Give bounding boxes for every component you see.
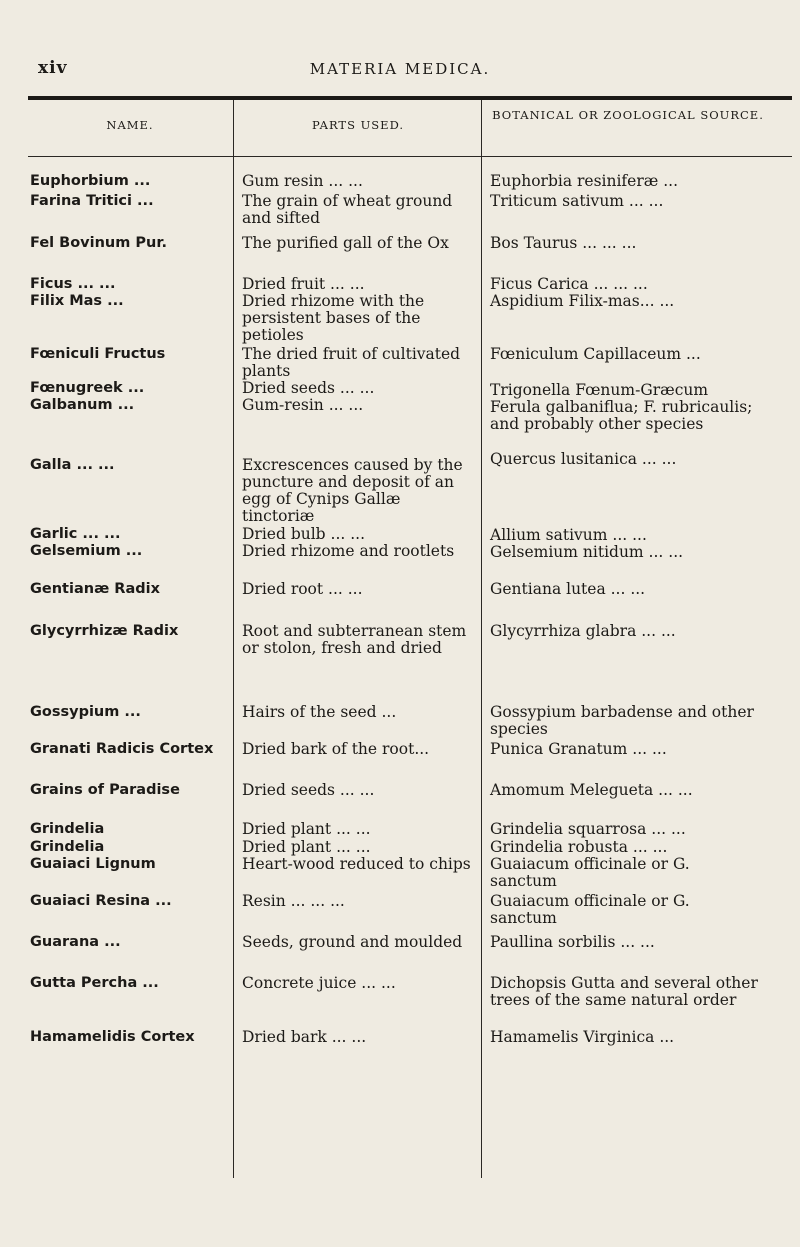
row-name: Guaiaci Lignum: [30, 856, 156, 872]
row-part: Seeds, ground and moulded: [242, 933, 463, 951]
row-name: Fœnugreek ...: [30, 380, 145, 396]
row-name: Galbanum ...: [30, 397, 135, 413]
row-source: Amomum Melegueta ... ...: [490, 781, 693, 799]
column-divider-1: [233, 100, 234, 1178]
row-name: Granati Radicis Cortex: [30, 741, 214, 757]
row-name: Ficus ... ...: [30, 276, 116, 292]
row-part: Gum-resin ... ...: [242, 396, 364, 414]
running-head: MATERIA MEDICA.: [309, 60, 491, 78]
row-name: Euphorbium ...: [30, 173, 151, 189]
row-part: Resin ... ... ...: [242, 892, 345, 910]
row-name: Glycyrrhizæ Radix: [30, 623, 179, 639]
row-source: Fœniculum Capillaceum ...: [490, 345, 701, 363]
row-source: Guaiacum officinale or G. sanctum: [490, 892, 690, 927]
row-part: Dried bark of the root...: [242, 740, 430, 758]
row-part: Dried seeds ... ...: [242, 379, 375, 397]
row-source: Punica Granatum ... ...: [490, 740, 667, 758]
row-part: Hairs of the seed ...: [242, 703, 397, 721]
row-name: Hamamelidis Cortex: [30, 1029, 195, 1045]
row-source: Gentiana lutea ... ...: [490, 580, 646, 598]
row-name: Gutta Percha ...: [30, 975, 159, 991]
row-part: Dried seeds ... ...: [242, 781, 375, 799]
row-name: Grains of Paradise: [30, 782, 180, 798]
row-part: The grain of wheat ground and sifted: [242, 192, 453, 227]
row-part: Dried bulb ... ...: [242, 525, 366, 543]
row-part: Dried rhizome with the persistent bases of the petioles: [242, 292, 425, 344]
row-source: Dichopsis Gutta and several other trees of the same natural order: [490, 974, 758, 1009]
row-source: Ferula galbaniflua; F. rubricaulis; and probably other species: [490, 398, 753, 433]
row-source: Quercus lusitanica ... ...: [490, 450, 677, 468]
column-header-parts: PARTS USED.: [311, 118, 405, 132]
row-name: Grindelia: [30, 821, 105, 837]
row-source: Grindelia robusta ... ...: [490, 838, 668, 856]
row-source: Paullina sorbilis ... ...: [490, 933, 655, 951]
row-source: Gossypium barbadense and other species: [490, 703, 754, 738]
row-name: Gentianæ Radix: [30, 581, 160, 597]
row-source: Grindelia squarrosa ... ...: [490, 820, 686, 838]
row-part: Dried bark ... ...: [242, 1028, 367, 1046]
row-part: Dried plant ... ...: [242, 820, 371, 838]
row-source: Hamamelis Virginica ...: [490, 1028, 675, 1046]
column-header-source: BOTANICAL OR ZOOLOGICAL SOURCE.: [492, 108, 764, 122]
row-name: Fœniculi Fructus: [30, 346, 166, 362]
column-divider-2: [481, 100, 482, 1178]
row-name: Guarana ...: [30, 934, 121, 950]
row-source: Ficus Carica ... ... ...: [490, 275, 648, 293]
row-part: Root and subterranean stem or stolon, fresh and dried: [242, 622, 467, 657]
row-part: Dried rhizome and rootlets: [242, 542, 455, 560]
row-source: Gelsemium nitidum ... ...: [490, 543, 684, 561]
row-part: Excrescences caused by the puncture and deposit of an egg of Cynips Gallæ tinctoriæ: [242, 456, 463, 525]
row-name: Guaiaci Resina ...: [30, 893, 172, 909]
row-name: Filix Mas ...: [30, 293, 124, 309]
row-name: Grindelia: [30, 839, 105, 855]
row-part: The purified gall of the Ox: [242, 234, 449, 252]
row-name: Garlic ... ...: [30, 526, 121, 542]
row-source: Allium sativum ... ...: [490, 526, 647, 544]
row-part: The dried fruit of cultivated plants: [242, 345, 461, 380]
row-part: Dried root ... ...: [242, 580, 363, 598]
row-name: Gelsemium ...: [30, 543, 143, 559]
row-source: Euphorbia resiniferæ ...: [490, 172, 679, 190]
column-header-name: NAME.: [106, 118, 154, 132]
row-name: Gossypium ...: [30, 704, 141, 720]
row-part: Gum resin ... ...: [242, 172, 363, 190]
top-rule: [28, 96, 792, 100]
row-source: Bos Taurus ... ... ...: [490, 234, 637, 252]
row-source: Trigonella Fœnum-Græcum: [490, 381, 709, 399]
row-part: Dried fruit ... ...: [242, 275, 365, 293]
row-source: Aspidium Filix-mas... ...: [490, 292, 675, 310]
header-rule: [28, 156, 792, 157]
row-part: Concrete juice ... ...: [242, 974, 396, 992]
row-source: Guaiacum officinale or G. sanctum: [490, 855, 690, 890]
row-name: Galla ... ...: [30, 457, 115, 473]
row-part: Dried plant ... ...: [242, 838, 371, 856]
row-source: Glycyrrhiza glabra ... ...: [490, 622, 676, 640]
row-part: Heart-wood reduced to chips: [242, 855, 471, 873]
row-name: Farina Tritici ...: [30, 193, 154, 209]
row-name: Fel Bovinum Pur.: [30, 235, 167, 251]
row-source: Triticum sativum ... ...: [490, 192, 664, 210]
page-number: xiv: [38, 58, 68, 78]
